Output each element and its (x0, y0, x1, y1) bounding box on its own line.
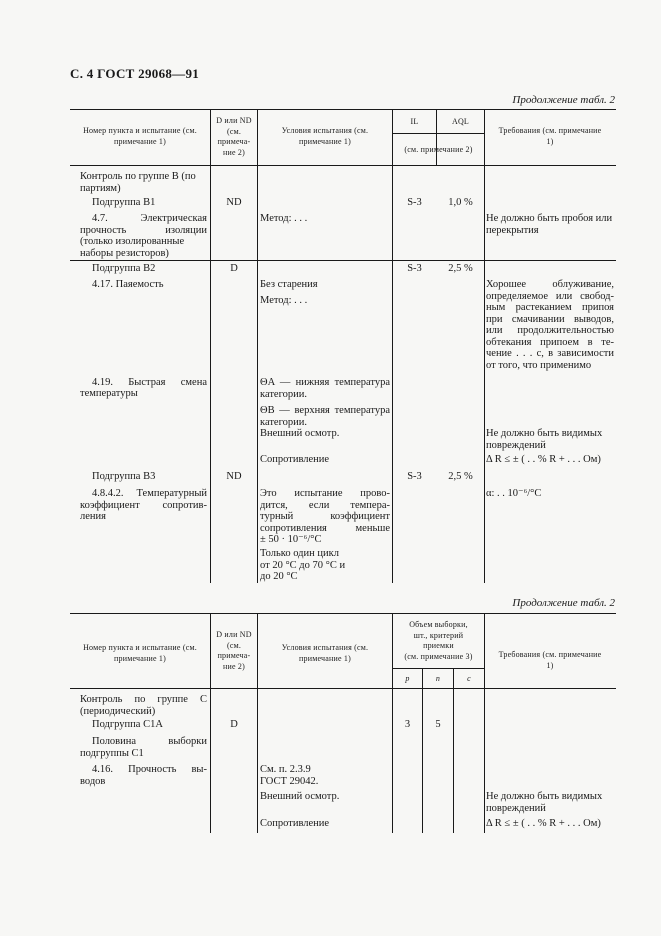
test-4-7-requirement: Не должно быть пробоя или перекрытия (486, 213, 613, 236)
table1-col-divider (392, 109, 393, 583)
cond-line: Это испытание прово- (260, 488, 390, 499)
test-4-19-line: 4.19. Быстрая смена (92, 377, 207, 388)
subgroup-c1a-n: 5 (435, 719, 441, 730)
req-line: Хорошее облуживание, (486, 279, 614, 290)
test-4-7-note (80, 236, 207, 259)
subgroup-b2: Подгруппа В2 (92, 263, 156, 274)
table2-col-divider (484, 613, 485, 833)
table2-header-item: Номер пункта и испытание (см. примечание 1) (83, 643, 197, 663)
cond-line: См. п. 2.3.9 (260, 764, 311, 775)
table1-row-rule (70, 260, 616, 261)
subgroup-b2-aql: 2,5 % (448, 263, 473, 274)
control-group-c (80, 694, 207, 717)
resistance-c-requirement: Δ R ≤ ± ( . . % R + . . . Ом) (486, 818, 601, 829)
test-4-17-condition: Без старения (260, 279, 318, 290)
table1-il-aql-rule (392, 133, 484, 134)
cycle-line: Только один цикл (260, 548, 339, 559)
req-line: при смачивании выводов, (486, 313, 614, 325)
req-line: или продолжительностью (486, 325, 614, 336)
test-4-8-4-2-requirement: α: . . 10⁻⁶/°С (486, 488, 542, 499)
table1-top-rule (70, 109, 616, 110)
subgroup-c1a-p: 3 (404, 719, 411, 730)
test-4-7 (80, 213, 207, 236)
table2-col-divider (453, 668, 454, 833)
theta-b-line: категории. (260, 416, 307, 428)
test-line: 4.8.4.2. Температурный (92, 488, 207, 499)
subgroup-b2-dnd: D (230, 263, 238, 274)
test-line: ления (80, 511, 106, 522)
req-line: обтекания припоем в те- (486, 336, 614, 348)
table2-col-divider (422, 668, 423, 833)
test-4-17: 4.17. Паяемость (92, 279, 164, 290)
theta-a-line: ΘA — нижняя температура (260, 377, 390, 388)
visual-inspection-c-requirement: Не должно быть видимых повреждений (486, 791, 603, 814)
table1-col-divider (257, 109, 258, 583)
table1-header-item: Номер пункта и испытание (см. примечание 1) (83, 126, 197, 146)
table2-header-requirements: Требования (см. примечание 1) (498, 650, 602, 670)
page-header: С. 4 ГОСТ 29068—91 (70, 66, 200, 81)
table1-header-requirements: Требования (см. примечание 1) (498, 126, 602, 146)
table2-header-conditions: Условия испытания (см. примечание 1) (281, 643, 369, 663)
sample-line: (см. примечание 3) (404, 651, 473, 661)
theta-a-line: категории. (260, 388, 307, 400)
theta-b-condition (260, 405, 390, 428)
half-line: подгруппы С1 (80, 747, 144, 759)
req-line: от того, что применимо (486, 359, 592, 371)
subgroup-b3-dnd: ND (226, 471, 242, 482)
req-line: ным растеканием припоя (486, 302, 614, 313)
resistance-c: Сопротивление (260, 818, 330, 829)
table1-continuation-label: Продолжение табл. 2 (512, 94, 615, 106)
cond-line: сопротивления меньше (260, 522, 390, 534)
subgroup-b1-aql: 1,0 % (448, 197, 473, 208)
test-4-7-name: 4.7. Электрическая прочность изоляции (80, 213, 207, 236)
subgroup-b2-il: S-3 (407, 263, 422, 274)
table2-sample-rule (392, 668, 484, 669)
table1-header-rule (70, 165, 616, 166)
test-4-16 (80, 764, 207, 787)
table2-header-sample (393, 620, 484, 662)
test-4-8-4-2-cycle (260, 548, 345, 583)
test-line: коэффициент сопротив- (80, 499, 207, 511)
table2-header-p: p (405, 674, 410, 683)
sample-line: приемки (423, 641, 454, 650)
test-4-17-method: Метод: . . . (260, 295, 308, 306)
subgroup-b1-il: S-3 (407, 197, 422, 208)
subgroup-c1a: Подгруппа С1А (92, 719, 163, 730)
table2-header-rule (70, 688, 616, 689)
theta-a-condition (260, 377, 390, 400)
theta-b-line: ΘB — верхняя температура (260, 405, 390, 416)
test-4-7-note-text: (только изолированные наборы резисторов) (80, 236, 185, 259)
table1-header-il: IL (410, 117, 419, 126)
table2-top-rule (70, 613, 616, 614)
subgroup-b1-dnd: ND (226, 197, 242, 208)
resistance-requirement: Δ R ≤ ± ( . . % R + . . . Ом) (486, 454, 601, 465)
visual-inspection: Внешний осмотр. (260, 428, 340, 439)
subgroup-c1a-dnd: D (230, 719, 238, 730)
table2-header-n: n (435, 674, 441, 683)
cond-line: дится, если темпера- (260, 499, 390, 511)
table1-header-aql: AQL (451, 117, 470, 126)
test-4-8-4-2 (80, 488, 207, 523)
visual-inspection-c: Внешний осмотр. (260, 791, 340, 802)
test-4-19 (80, 377, 207, 389)
table1-header-dnd: D или ND (см. примеча- ние 2) (216, 116, 252, 157)
sample-line: шт., критерий (413, 630, 464, 640)
table2-header-c: c (467, 674, 471, 683)
req-line: определяемое или свобод- (486, 290, 614, 302)
test-4-16-condition (260, 764, 318, 787)
test-4-19-line2: температуры (80, 388, 138, 399)
table1-col-divider (484, 109, 485, 583)
table2-header-dnd: D или ND (см. примеча- ние 2) (216, 630, 252, 671)
req-line: чение . . . с, в зависимости (486, 348, 614, 359)
cond-line: ГОСТ 29042. (260, 775, 319, 787)
subgroup-b3-il: S-3 (407, 471, 422, 482)
table1-header-conditions: Условия испытания (см. примечание 1) (281, 126, 369, 146)
subgroup-b3-aql: 2,5 % (448, 471, 473, 482)
cycle-line: от 20 °С до 70 °С и (260, 559, 346, 571)
table1-col-divider (210, 109, 211, 583)
table2-continuation-label: Продолжение табл. 2 (512, 597, 615, 609)
table1-header-il-aql-note: (см. примечание 2) (404, 145, 473, 154)
cycle-line: до 20 °С (260, 571, 298, 582)
subgroup-b1: Подгруппа В1 (92, 197, 156, 208)
control-group-c-text: Контроль по группе С (периодический) (80, 694, 207, 717)
test-4-7-method: Метод: . . . (260, 213, 308, 224)
visual-inspection-requirement: Не должно быть видимых повреждений (486, 428, 603, 451)
test-4-16-line: 4.16. Прочность вы- (92, 764, 207, 775)
control-group-b: Контроль по группе В (по партиям) (80, 171, 196, 194)
sample-line: Объем выборки, (409, 620, 468, 629)
subgroup-b3: Подгруппа В3 (92, 471, 156, 482)
half-sample (80, 736, 207, 759)
test-4-8-4-2-condition (260, 488, 390, 546)
half-line: Половина выборки (92, 736, 207, 747)
cond-line: ± 50 · 10⁻⁶/°С (260, 534, 322, 545)
test-4-16-line: водов (80, 775, 106, 787)
resistance: Сопротивление (260, 454, 330, 465)
cond-line: турный коэффициент (260, 511, 390, 522)
table2-col-divider (257, 613, 258, 833)
test-4-17-requirement (486, 279, 614, 371)
